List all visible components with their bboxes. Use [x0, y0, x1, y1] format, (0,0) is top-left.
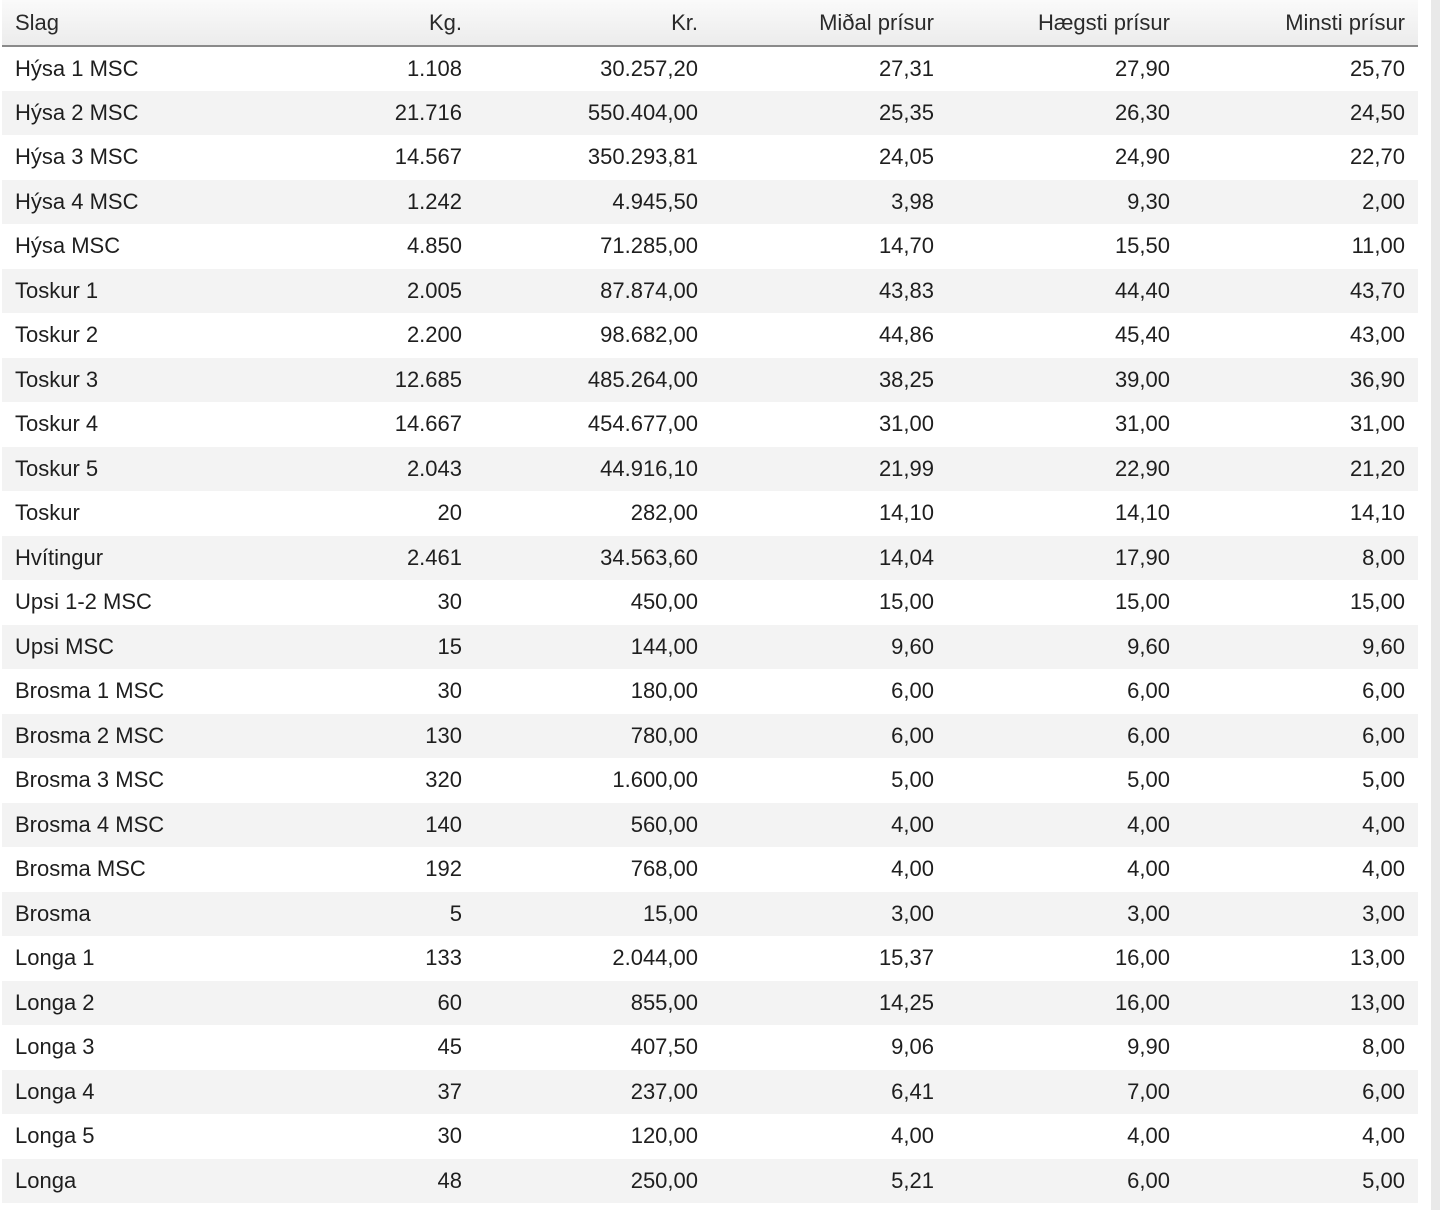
column-header-average-price[interactable]: Miðal prísur [711, 0, 947, 46]
kg-cell: 48 [162, 1159, 475, 1204]
highest-price-cell: 39,00 [947, 358, 1183, 403]
average-price-cell: 14,25 [711, 981, 947, 1026]
average-price-cell: 4,00 [711, 847, 947, 892]
average-price-cell: 38,25 [711, 358, 947, 403]
kr-cell: 30.257,20 [475, 46, 711, 91]
average-price-cell: 9,06 [711, 1025, 947, 1070]
kg-cell: 21.716 [162, 91, 475, 136]
highest-price-cell: 14,10 [947, 491, 1183, 536]
lowest-price-cell: 31,00 [1183, 402, 1418, 447]
kr-cell: 120,00 [475, 1114, 711, 1159]
lowest-price-cell: 6,00 [1183, 714, 1418, 759]
species-cell: Brosma 2 MSC [2, 714, 162, 759]
kg-cell: 2.200 [162, 313, 475, 358]
species-cell: Brosma 3 MSC [2, 758, 162, 803]
table-row [2, 936, 1418, 981]
average-price-cell: 21,99 [711, 447, 947, 492]
lowest-price-cell: 43,00 [1183, 313, 1418, 358]
table-row [2, 758, 1418, 803]
kr-cell: 560,00 [475, 803, 711, 848]
average-price-cell: 6,00 [711, 714, 947, 759]
table-row [2, 981, 1418, 1026]
kg-cell: 192 [162, 847, 475, 892]
kr-cell: 34.563,60 [475, 536, 711, 581]
kr-cell: 1.600,00 [475, 758, 711, 803]
kg-cell: 133 [162, 936, 475, 981]
lowest-price-cell: 4,00 [1183, 1114, 1418, 1159]
kg-cell: 45 [162, 1025, 475, 1070]
kg-cell: 14.567 [162, 135, 475, 180]
kg-cell: 2.005 [162, 269, 475, 314]
kr-cell: 350.293,81 [475, 135, 711, 180]
table-row [2, 669, 1418, 714]
average-price-cell: 3,00 [711, 892, 947, 937]
species-cell: Longa 4 [2, 1070, 162, 1115]
species-cell: Brosma 1 MSC [2, 669, 162, 714]
column-header-kg[interactable]: Kg. [162, 0, 475, 46]
kg-cell: 2.461 [162, 536, 475, 581]
kr-cell: 2.044,00 [475, 936, 711, 981]
lowest-price-cell: 4,00 [1183, 803, 1418, 848]
table-row [2, 269, 1418, 314]
highest-price-cell: 9,90 [947, 1025, 1183, 1070]
kr-cell: 780,00 [475, 714, 711, 759]
kg-cell: 30 [162, 580, 475, 625]
lowest-price-cell: 22,70 [1183, 135, 1418, 180]
highest-price-cell: 24,90 [947, 135, 1183, 180]
table-row [2, 1114, 1418, 1159]
table-row [2, 135, 1418, 180]
species-cell: Toskur 2 [2, 313, 162, 358]
species-cell: Longa 2 [2, 981, 162, 1026]
average-price-cell: 14,04 [711, 536, 947, 581]
species-cell: Toskur [2, 491, 162, 536]
lowest-price-cell: 4,00 [1183, 847, 1418, 892]
species-cell: Hýsa 1 MSC [2, 46, 162, 91]
species-cell: Hýsa 3 MSC [2, 135, 162, 180]
kg-cell: 60 [162, 981, 475, 1026]
lowest-price-cell: 3,00 [1183, 892, 1418, 937]
species-cell: Hýsa 4 MSC [2, 180, 162, 225]
highest-price-cell: 6,00 [947, 714, 1183, 759]
kr-cell: 144,00 [475, 625, 711, 670]
table-row [2, 892, 1418, 937]
kg-cell: 140 [162, 803, 475, 848]
table-row [2, 224, 1418, 269]
highest-price-cell: 4,00 [947, 1114, 1183, 1159]
table-row [2, 580, 1418, 625]
kr-cell: 485.264,00 [475, 358, 711, 403]
lowest-price-cell: 21,20 [1183, 447, 1418, 492]
kg-cell: 130 [162, 714, 475, 759]
average-price-cell: 14,70 [711, 224, 947, 269]
kr-cell: 4.945,50 [475, 180, 711, 225]
table-row [2, 358, 1418, 403]
species-cell: Upsi MSC [2, 625, 162, 670]
lowest-price-cell: 15,00 [1183, 580, 1418, 625]
highest-price-cell: 9,60 [947, 625, 1183, 670]
highest-price-cell: 6,00 [947, 1159, 1183, 1204]
species-cell: Longa 3 [2, 1025, 162, 1070]
lowest-price-cell: 8,00 [1183, 1025, 1418, 1070]
lowest-price-cell: 11,00 [1183, 224, 1418, 269]
average-price-cell: 15,37 [711, 936, 947, 981]
table-row [2, 536, 1418, 581]
lowest-price-cell: 36,90 [1183, 358, 1418, 403]
average-price-cell: 4,00 [711, 1114, 947, 1159]
highest-price-cell: 16,00 [947, 981, 1183, 1026]
species-cell: Toskur 3 [2, 358, 162, 403]
kr-cell: 98.682,00 [475, 313, 711, 358]
table-row [2, 447, 1418, 492]
highest-price-cell: 17,90 [947, 536, 1183, 581]
table-row [2, 402, 1418, 447]
highest-price-cell: 27,90 [947, 46, 1183, 91]
column-header-lowest-price[interactable]: Minsti prísur [1183, 0, 1418, 46]
species-cell: Hvítingur [2, 536, 162, 581]
kg-cell: 1.108 [162, 46, 475, 91]
table-row [2, 847, 1418, 892]
kr-cell: 44.916,10 [475, 447, 711, 492]
highest-price-cell: 3,00 [947, 892, 1183, 937]
kg-cell: 2.043 [162, 447, 475, 492]
average-price-cell: 27,31 [711, 46, 947, 91]
kg-cell: 30 [162, 669, 475, 714]
average-price-cell: 31,00 [711, 402, 947, 447]
average-price-cell: 5,21 [711, 1159, 947, 1204]
table-row [2, 313, 1418, 358]
average-price-cell: 43,83 [711, 269, 947, 314]
kr-cell: 87.874,00 [475, 269, 711, 314]
highest-price-cell: 6,00 [947, 669, 1183, 714]
kr-cell: 250,00 [475, 1159, 711, 1204]
table-row [2, 491, 1418, 536]
table-row [2, 803, 1418, 848]
table-row [2, 91, 1418, 136]
table-row [2, 625, 1418, 670]
highest-price-cell: 22,90 [947, 447, 1183, 492]
average-price-cell: 24,05 [711, 135, 947, 180]
species-cell: Brosma 4 MSC [2, 803, 162, 848]
table-row [2, 1025, 1418, 1070]
lowest-price-cell: 5,00 [1183, 1159, 1418, 1204]
species-cell: Longa 1 [2, 936, 162, 981]
kg-cell: 12.685 [162, 358, 475, 403]
kr-cell: 15,00 [475, 892, 711, 937]
lowest-price-cell: 43,70 [1183, 269, 1418, 314]
kg-cell: 37 [162, 1070, 475, 1115]
species-cell: Upsi 1-2 MSC [2, 580, 162, 625]
column-header-highest-price[interactable]: Hægsti prísur [947, 0, 1183, 46]
table-row [2, 180, 1418, 225]
table-row [2, 1159, 1418, 1204]
kr-cell: 180,00 [475, 669, 711, 714]
lowest-price-cell: 6,00 [1183, 669, 1418, 714]
highest-price-cell: 4,00 [947, 847, 1183, 892]
average-price-cell: 5,00 [711, 758, 947, 803]
table-body [2, 46, 1418, 1203]
lowest-price-cell: 2,00 [1183, 180, 1418, 225]
table-header [2, 0, 1418, 46]
species-cell: Hýsa MSC [2, 224, 162, 269]
highest-price-cell: 45,40 [947, 313, 1183, 358]
kg-cell: 1.242 [162, 180, 475, 225]
fish-price-table [2, 0, 1418, 1203]
highest-price-cell: 16,00 [947, 936, 1183, 981]
average-price-cell: 9,60 [711, 625, 947, 670]
kr-cell: 237,00 [475, 1070, 711, 1115]
column-header-species[interactable]: Slag [2, 0, 162, 46]
kg-cell: 20 [162, 491, 475, 536]
highest-price-cell: 15,00 [947, 580, 1183, 625]
average-price-cell: 15,00 [711, 580, 947, 625]
kr-cell: 855,00 [475, 981, 711, 1026]
kg-cell: 30 [162, 1114, 475, 1159]
average-price-cell: 25,35 [711, 91, 947, 136]
kg-cell: 5 [162, 892, 475, 937]
species-cell: Brosma [2, 892, 162, 937]
highest-price-cell: 9,30 [947, 180, 1183, 225]
lowest-price-cell: 8,00 [1183, 536, 1418, 581]
lowest-price-cell: 13,00 [1183, 981, 1418, 1026]
scrollbar-track[interactable] [1431, 0, 1440, 1210]
average-price-cell: 14,10 [711, 491, 947, 536]
highest-price-cell: 15,50 [947, 224, 1183, 269]
kr-cell: 282,00 [475, 491, 711, 536]
average-price-cell: 4,00 [711, 803, 947, 848]
highest-price-cell: 7,00 [947, 1070, 1183, 1115]
highest-price-cell: 5,00 [947, 758, 1183, 803]
kg-cell: 14.667 [162, 402, 475, 447]
kr-cell: 550.404,00 [475, 91, 711, 136]
kg-cell: 4.850 [162, 224, 475, 269]
lowest-price-cell: 6,00 [1183, 1070, 1418, 1115]
species-cell: Hýsa 2 MSC [2, 91, 162, 136]
lowest-price-cell: 9,60 [1183, 625, 1418, 670]
column-header-kr[interactable]: Kr. [475, 0, 711, 46]
lowest-price-cell: 13,00 [1183, 936, 1418, 981]
highest-price-cell: 44,40 [947, 269, 1183, 314]
table-row [2, 714, 1418, 759]
kr-cell: 450,00 [475, 580, 711, 625]
average-price-cell: 6,41 [711, 1070, 947, 1115]
species-cell: Toskur 1 [2, 269, 162, 314]
species-cell: Longa [2, 1159, 162, 1204]
species-cell: Longa 5 [2, 1114, 162, 1159]
average-price-cell: 6,00 [711, 669, 947, 714]
highest-price-cell: 31,00 [947, 402, 1183, 447]
kr-cell: 407,50 [475, 1025, 711, 1070]
kg-cell: 15 [162, 625, 475, 670]
table-row [2, 1070, 1418, 1115]
header-row [2, 0, 1418, 46]
average-price-cell: 44,86 [711, 313, 947, 358]
lowest-price-cell: 14,10 [1183, 491, 1418, 536]
highest-price-cell: 4,00 [947, 803, 1183, 848]
lowest-price-cell: 5,00 [1183, 758, 1418, 803]
kr-cell: 768,00 [475, 847, 711, 892]
species-cell: Toskur 4 [2, 402, 162, 447]
kr-cell: 454.677,00 [475, 402, 711, 447]
species-cell: Toskur 5 [2, 447, 162, 492]
kr-cell: 71.285,00 [475, 224, 711, 269]
lowest-price-cell: 24,50 [1183, 91, 1418, 136]
species-cell: Brosma MSC [2, 847, 162, 892]
lowest-price-cell: 25,70 [1183, 46, 1418, 91]
table-row [2, 46, 1418, 91]
highest-price-cell: 26,30 [947, 91, 1183, 136]
kg-cell: 320 [162, 758, 475, 803]
average-price-cell: 3,98 [711, 180, 947, 225]
